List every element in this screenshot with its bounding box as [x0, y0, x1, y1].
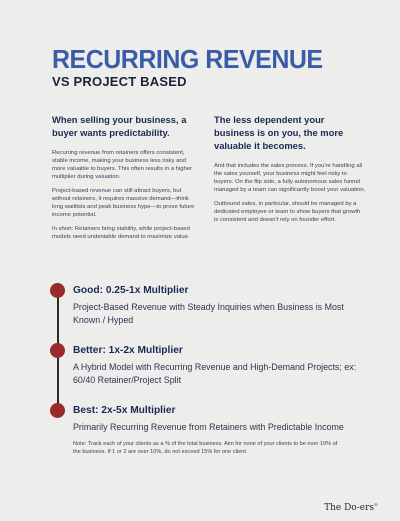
right-paragraph: And that includes the sales process. If you're handling all the sales yourself, your business might feel risky to buyers. On the flip side, a fully autonomous sales funnel managed by a team can significantly boost your valuation.	[214, 163, 366, 193]
timeline-item-good	[73, 284, 373, 326]
timeline-item-description: Project-Based Revenue with Steady Inquiries when Business is Most Known / Hyped	[73, 302, 344, 325]
timeline-dot-good	[50, 283, 65, 298]
left-paragraph: Recurring revenue from retainers offers consistent, stable income, making your business less risky and more valuable to buyers. This often results in a higher multiplier during valuation.	[52, 150, 193, 180]
timeline-dot-best	[50, 403, 65, 418]
brand-logo	[324, 502, 378, 513]
right-column	[214, 113, 366, 230]
timeline-item-description: A Hybrid Model with Recurring Revenue and High-Demand Projects; ex: 60/40 Retainer/Project Split	[73, 362, 357, 385]
page-title: RECURRING REVENUE	[52, 44, 323, 74]
timeline-item-title: Better: 1x-2x Multiplier	[73, 345, 183, 356]
timeline-item-better	[73, 344, 373, 386]
left-paragraph: In short: Retainers bring stability, while project-based models need undeniable demand to maximize value.	[52, 226, 190, 240]
timeline-item-best	[73, 404, 373, 456]
left-column-heading: When selling your business, a buyer wants predictability.	[52, 114, 187, 138]
timeline-dot-better	[50, 343, 65, 358]
page-subtitle: VS PROJECT BASED	[52, 74, 187, 89]
left-paragraph: Project-based revenue can still attract buyers, but without retainers, it requires massive demand—think long waitlists and peak business hype—to prove future income potential.	[52, 188, 195, 218]
timeline-item-title: Good: 0.25-1x Multiplier	[73, 285, 189, 296]
timeline-item-description: Primarily Recurring Revenue from Retainers with Predictable Income	[73, 422, 344, 432]
brand-logo-text: The Do-ers	[324, 503, 374, 513]
left-column	[52, 113, 200, 247]
client-concentration-note: Note: Track each of your clients as a % of the total business. Aim for none of your clients to be over 10% of the business. If 1 or 2 are over 10%, do not exceed 15% for one client.	[73, 440, 338, 455]
right-column-heading: The less dependent your business is on you, the more valuable it becomes.	[214, 114, 344, 151]
registered-mark: ®	[374, 502, 378, 507]
right-paragraph: Outbound sales, in particular, should be managed by a dedicated employee or team to show buyers that growth is consistent and doesn't rely on founder effort.	[214, 201, 361, 223]
timeline-item-title: Best: 2x-5x Multiplier	[73, 405, 176, 416]
